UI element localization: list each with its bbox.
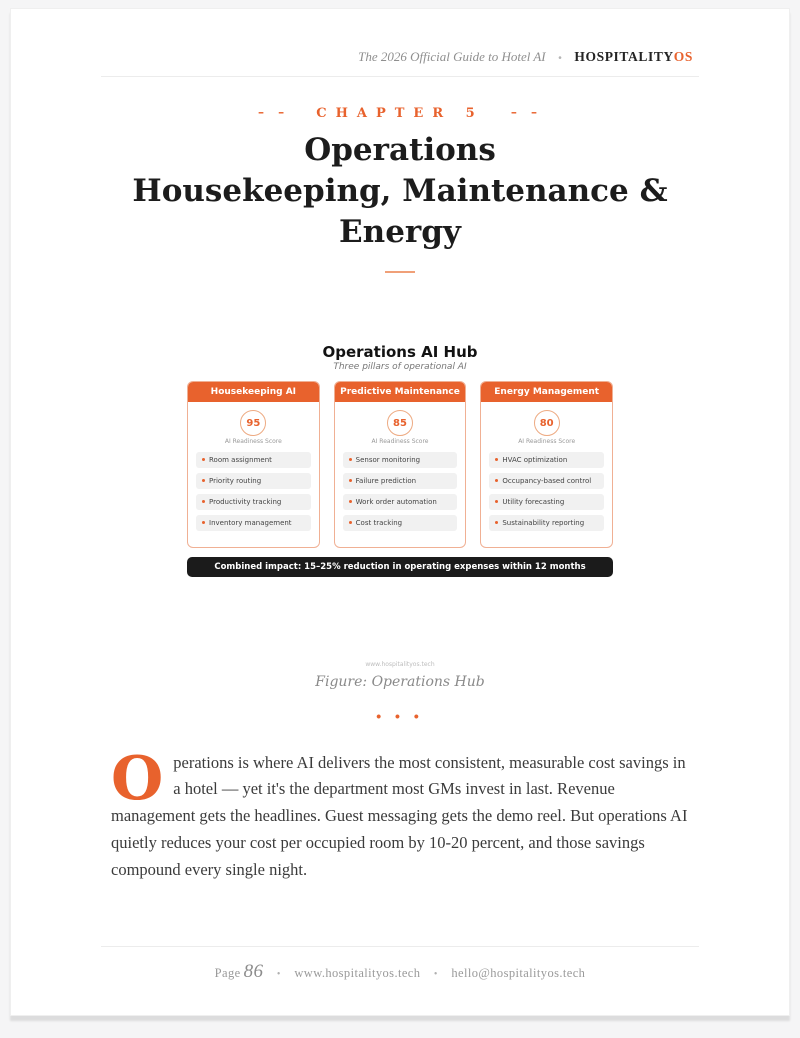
paragraph-text: perations is where AI delivers the most consistent, measurable cost savings in a hotel — yet it's the department most GMs invest in last. Revenue management gets the headlines. Guest messaging gets the demo reel. But operations AI quietly reduces your cost per occupied room by 10-20 percent, and those savings compound every single night.	[111, 752, 688, 879]
bullet-icon	[349, 458, 352, 461]
bullet-icon	[495, 479, 498, 482]
footer-separator-dot: •	[276, 969, 281, 980]
footer-email: hello@hospitalityos.tech	[451, 966, 586, 980]
ai-readiness-score-value: 95	[240, 410, 266, 436]
operations-hub-figure	[187, 343, 613, 668]
chapter-title-line1: Operations	[304, 132, 496, 168]
page-number: 86	[243, 961, 264, 982]
bullet-icon	[202, 500, 205, 503]
dropcap-letter: O	[111, 743, 164, 814]
bullet-icon	[349, 479, 352, 482]
bullet-icon	[495, 521, 498, 524]
footer-separator-dot: •	[433, 969, 438, 980]
bullet-icon	[202, 458, 205, 461]
pillar-title: Predictive Maintenance	[335, 382, 466, 402]
chapter-kicker	[111, 102, 689, 121]
header-separator-dot: •	[558, 53, 562, 64]
ai-readiness-score-value: 85	[387, 410, 413, 436]
pillar-item: Productivity tracking	[196, 494, 311, 510]
pillar-card	[334, 381, 467, 548]
ai-readiness-score-label: AI Readiness Score	[224, 437, 282, 445]
pillar-title: Energy Management	[481, 382, 612, 402]
pillar-item: Occupancy-based control	[489, 473, 604, 489]
pillar-item: Utility forecasting	[489, 494, 604, 510]
footer-website: www.hospitalityos.tech	[294, 966, 421, 980]
bullet-icon	[349, 500, 352, 503]
brand-name-dark: HOSPITALITY	[574, 49, 674, 64]
title-divider	[385, 271, 415, 273]
figure-caption: Figure: Operations Hub	[315, 673, 485, 690]
figure-watermark: www.hospitalityos.tech	[365, 660, 435, 668]
page-header	[101, 9, 699, 77]
pillar-cards-row	[187, 381, 613, 548]
pillar-item: Failure prediction	[343, 473, 458, 489]
pillar-item: Work order automation	[343, 494, 458, 510]
chapter-dash-right: – –	[510, 105, 542, 119]
ai-readiness-score-label: AI Readiness Score	[518, 437, 576, 445]
pillar-card	[187, 381, 320, 548]
bullet-icon	[495, 500, 498, 503]
chapter-label: CHAPTER 5	[316, 106, 484, 121]
ai-readiness-score-value: 80	[534, 410, 560, 436]
page-content	[111, 102, 689, 883]
page-label: Page	[214, 966, 241, 980]
bullet-icon	[495, 458, 498, 461]
pillar-item: Inventory management	[196, 515, 311, 531]
guide-title: The 2026 Official Guide to Hotel AI	[358, 49, 546, 64]
page-footer	[101, 946, 699, 983]
pillar-item: Sensor monitoring	[343, 452, 458, 468]
bullet-icon	[202, 521, 205, 524]
pillar-card	[480, 381, 613, 548]
combined-impact-banner: Combined impact: 15–25% reduction in operating expenses within 12 months	[187, 557, 613, 577]
pillar-title: Housekeeping AI	[188, 382, 319, 402]
ai-readiness-score-label: AI Readiness Score	[371, 437, 429, 445]
brand-name-accent: OS	[673, 49, 693, 64]
pillar-item: Priority routing	[196, 473, 311, 489]
figure-subtitle: Three pillars of operational AI	[333, 361, 467, 372]
pillar-item: HVAC optimization	[489, 452, 604, 468]
pillar-item: Cost tracking	[343, 515, 458, 531]
chapter-dash-left: – –	[257, 105, 290, 119]
document-page	[10, 8, 790, 1016]
bullet-icon	[202, 479, 205, 482]
figure-title: Operations AI Hub	[322, 342, 478, 361]
pillar-item: Room assignment	[196, 452, 311, 468]
body-paragraph	[111, 743, 689, 884]
section-divider-dots: • • •	[376, 707, 424, 724]
pillar-item: Sustainability reporting	[489, 515, 604, 531]
bullet-icon	[349, 521, 352, 524]
chapter-title-line2: Housekeeping, Maintenance & Energy	[132, 173, 668, 251]
chapter-title	[111, 130, 689, 254]
brand-logo	[574, 49, 693, 64]
